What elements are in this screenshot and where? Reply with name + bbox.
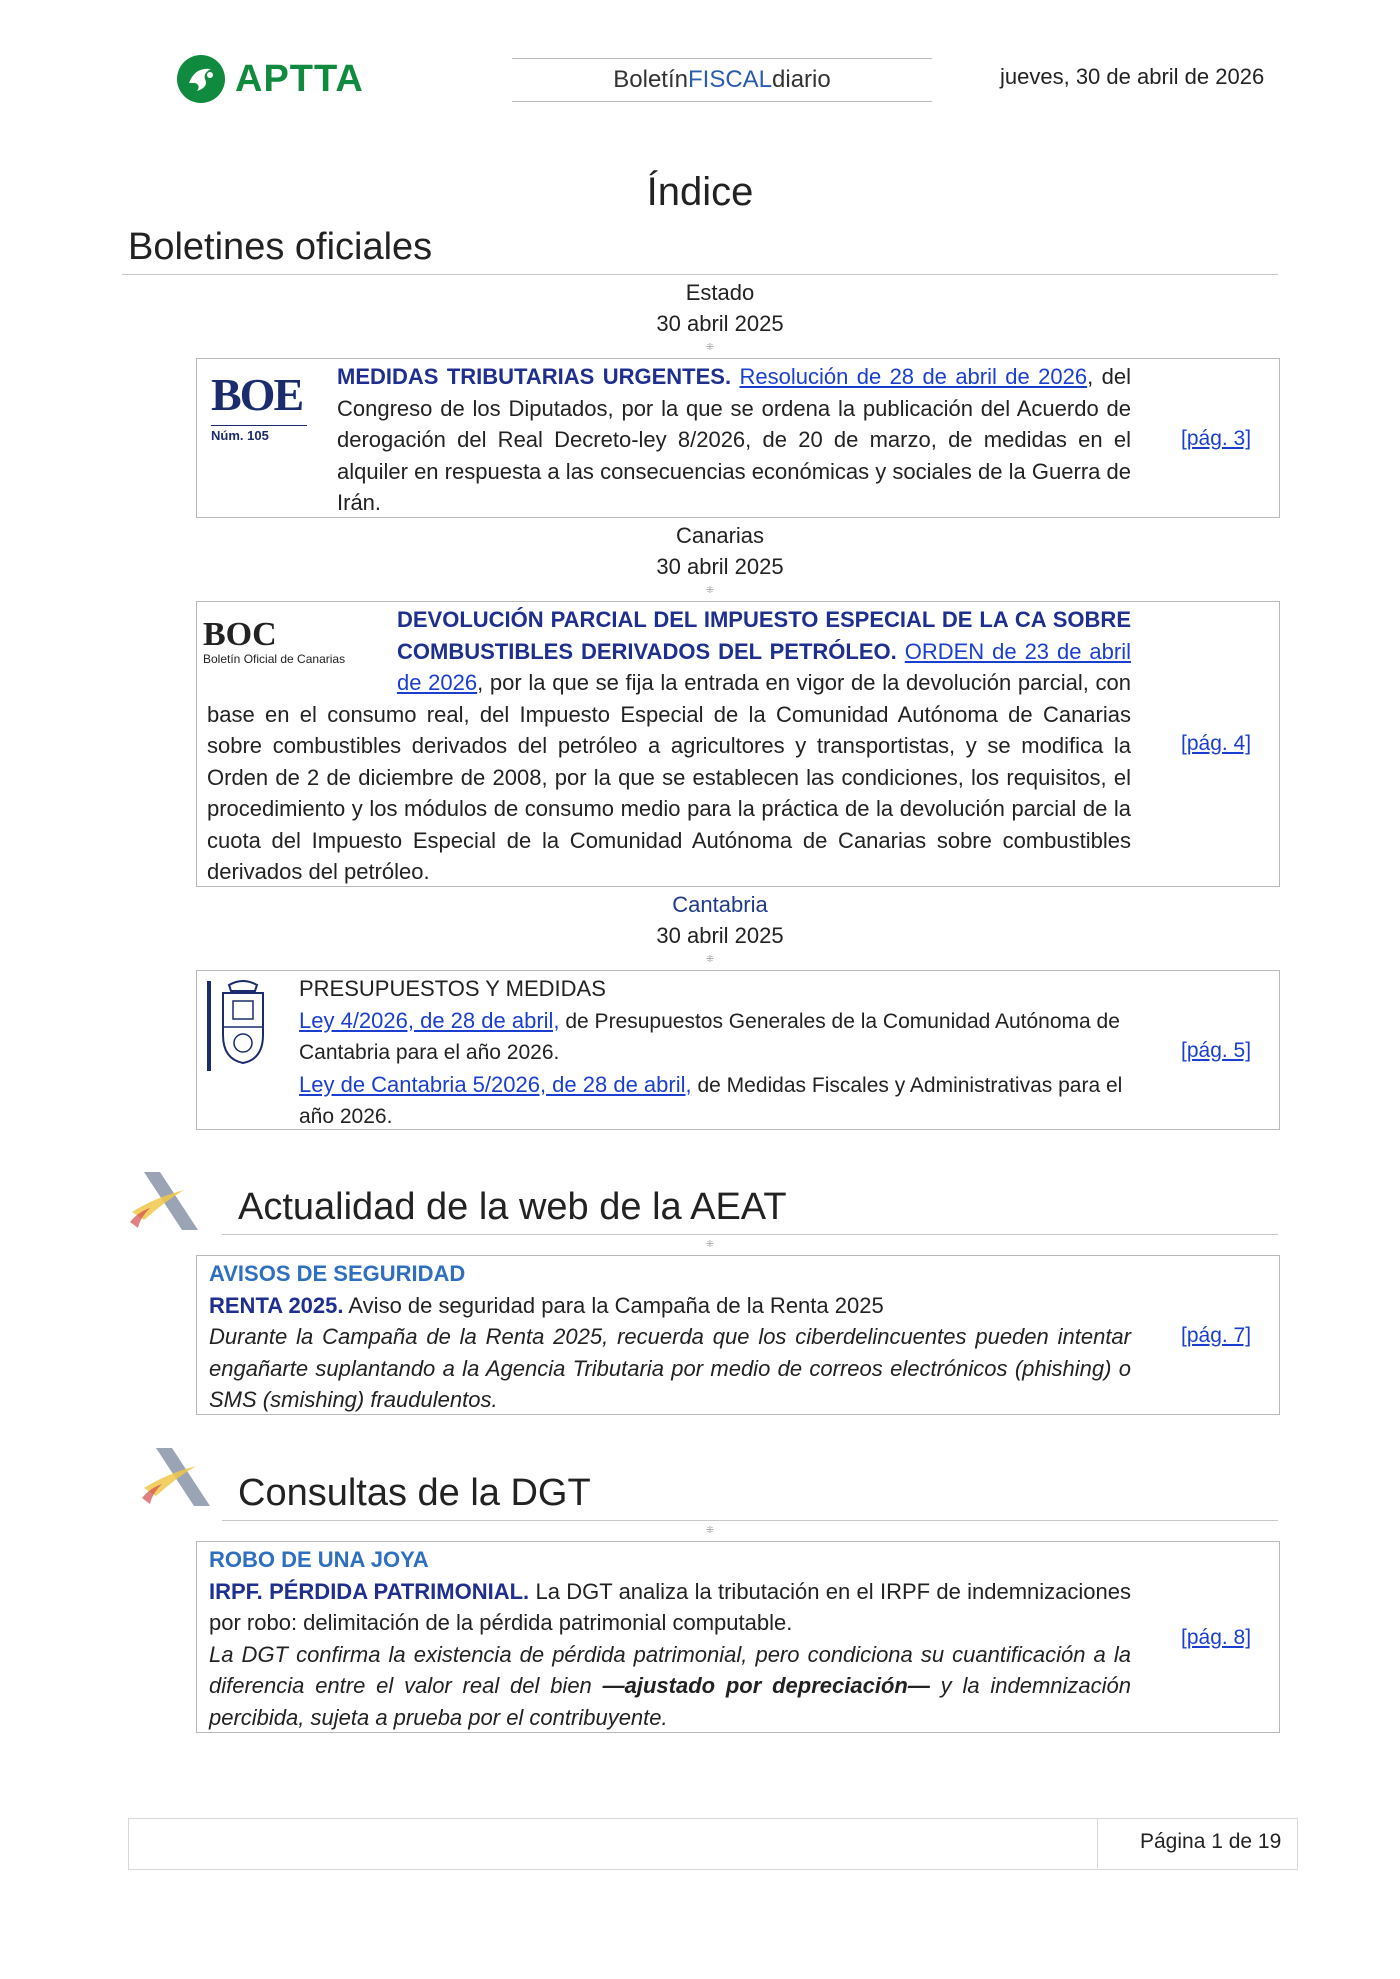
cantabria-law-1-link[interactable]: Ley 4/2026, de 28 de abril,	[299, 1007, 560, 1033]
boc-logo-subtitle: Boletín Oficial de Canarias	[203, 652, 346, 666]
brand-name: APTTA	[235, 57, 364, 100]
section-divider	[222, 1520, 1278, 1521]
aeat-page-link[interactable]: [pág. 7]	[1181, 1324, 1252, 1347]
anchor-mark: ⁜	[705, 342, 715, 353]
cantabria-shield-icon	[219, 979, 267, 1065]
estado-body: , del Congreso de los Diputados, por la que se ordena la publicación del Acuerdo de derogación del Real Decreto-ley 8/2026, de 20 de marzo, de medidas en el alquiler en respuesta a las consecuencias económicas y sociales de la Guerra de Irán.	[337, 364, 1131, 515]
card-estado	[196, 358, 1280, 518]
aeat-headline	[209, 1290, 1131, 1322]
cantabria-text	[299, 973, 1131, 1133]
anchor-mark: ⁜	[705, 954, 715, 965]
boc-logo-text: BOC	[203, 616, 277, 653]
bulletin-title	[512, 58, 932, 102]
aeat-text	[209, 1258, 1131, 1416]
card-canarias	[196, 601, 1280, 887]
section-title-boletines: Boletines oficiales	[128, 226, 433, 268]
page-number: Página 1 de 19	[1140, 1830, 1282, 1853]
section-title-aeat: Actualidad de la web de la AEAT	[238, 1186, 787, 1228]
anchor-mark: ⁜	[705, 1525, 715, 1536]
date-estado: 30 abril 2025	[656, 311, 784, 336]
boe-logo	[211, 369, 307, 443]
dgt-summary-bold: —ajustado por depreciación—	[602, 1673, 930, 1698]
region-estado: Estado	[685, 280, 755, 305]
section-divider	[222, 1234, 1278, 1235]
anchor-mark: ⁜	[705, 585, 715, 596]
dgt-text	[209, 1544, 1131, 1733]
aeat-title-rest: Aviso de seguridad para la Campaña de la Renta 2025	[343, 1292, 884, 1318]
aptta-emblem-icon	[175, 53, 227, 105]
canarias-order-link[interactable]: ORDEN de 23 de abril de 2026	[397, 638, 1131, 695]
aeat-logo-icon	[124, 1168, 204, 1234]
canarias-body: , por la que se fija la entrada en vigor de la devolución parcial, con base en el consumo real, del Impuesto Especial de la Comunidad Autónoma de Canarias sobre combustibles derivados del petróleo a agricultores y transportistas, y se modifica la Orden de 2 de diciembre de 2008, por la que se establecen las condiciones, los requisitos, el procedimiento y los módulos de consumo medio para la práctica de la devolución parcial de la cuota del Impuesto Especial de la Comunidad Autónoma de Canarias sobre combustibles derivados del petróleo.	[207, 670, 1131, 884]
footer-separator	[1097, 1818, 1098, 1868]
region-canarias: Canarias	[675, 523, 765, 548]
cantabria-law-1-body: de Presupuestos Generales de la Comunidad Autónoma de Cantabria para el año 2026.	[299, 1009, 1120, 1064]
index-title: Índice	[646, 170, 754, 214]
dgt-summary-b: y la indemnización percibida, sujeta a prueba por el contribuyente.	[209, 1673, 1132, 1730]
section-title-dgt: Consultas de la DGT	[238, 1472, 591, 1514]
canarias-title: DEVOLUCIÓN PARCIAL DEL IMPUESTO ESPECIAL DE LA CA SOBRE COMBUSTIBLES DERIVADOS DEL PETRÓLEO.	[397, 607, 1131, 664]
dgt-logo-icon	[136, 1444, 216, 1510]
card-aeat	[196, 1255, 1280, 1415]
dgt-category: ROBO DE UNA JOYA	[209, 1547, 429, 1572]
bulletin-title-highlight: FISCAL	[687, 66, 773, 93]
cantabria-law-2-body: de Medidas Fiscales y Administrativas para el año 2026.	[299, 1073, 1123, 1128]
bulletin-title-prefix: Boletín	[613, 66, 688, 93]
section-divider	[122, 274, 1278, 275]
cantabria-page-link[interactable]: [pág. 5]	[1181, 1039, 1252, 1062]
cantabria-law-1	[299, 1005, 1131, 1069]
region-cantabria: Cantabria	[672, 892, 768, 917]
estado-title: MEDIDAS TRIBUTARIAS URGENTES.	[337, 364, 732, 389]
dgt-headline	[209, 1576, 1131, 1639]
cantabria-law-2-link[interactable]: Ley de Cantabria 5/2026, de 28 de abril,	[299, 1071, 692, 1097]
cantabria-logo-bar	[207, 981, 211, 1071]
logo-float-spacer	[207, 604, 397, 670]
aeat-summary: Durante la Campaña de la Renta 2025, recuerda que los ciberdelincuentes pueden intentar engañarte suplantando a la Agencia Tributaria por medio de correos electrónicos (phishing) o SMS (smishing) fraudulentos.	[209, 1324, 1131, 1412]
dgt-page-link[interactable]: [pág. 8]	[1181, 1626, 1252, 1649]
card-dgt	[196, 1541, 1280, 1733]
boe-logo-text: BOE	[211, 369, 303, 420]
aptta-logo	[175, 50, 395, 108]
date-canarias: 30 abril 2025	[656, 554, 784, 579]
aeat-category: AVISOS DE SEGURIDAD	[209, 1261, 466, 1286]
dgt-summary	[209, 1639, 1131, 1734]
canarias-page-link[interactable]: [pág. 4]	[1181, 732, 1252, 755]
estado-text	[337, 361, 1131, 519]
card-cantabria	[196, 970, 1280, 1130]
cantabria-law-2	[299, 1069, 1131, 1133]
bulletin-date: jueves, 30 de abril de 2026	[1000, 64, 1265, 89]
boe-number: Núm. 105	[211, 425, 307, 443]
estado-resolution-link[interactable]: Resolución de 28 de abril de 2026	[739, 364, 1088, 389]
dgt-title-rest: La DGT analiza la tributación en el IRPF de indemnizaciones por robo: delimitación de la pérdida patrimonial computable.	[209, 1578, 1131, 1635]
dgt-title: IRPF. PÉRDIDA PATRIMONIAL.	[209, 1578, 530, 1604]
canarias-text	[207, 604, 1131, 888]
footer-box	[128, 1818, 1298, 1870]
anchor-mark: ⁜	[705, 1239, 715, 1250]
cantabria-title: PRESUPUESTOS Y MEDIDAS	[299, 976, 606, 1001]
date-cantabria: 30 abril 2025	[656, 923, 784, 948]
aeat-title: RENTA 2025.	[209, 1292, 344, 1318]
bulletin-title-suffix: diario	[772, 66, 831, 93]
dgt-summary-a: La DGT confirma la existencia de pérdida patrimonial, pero condiciona su cuantificación a la diferencia entre el valor real del bien	[209, 1641, 1131, 1698]
estado-page-link[interactable]: [pág. 3]	[1181, 427, 1252, 450]
